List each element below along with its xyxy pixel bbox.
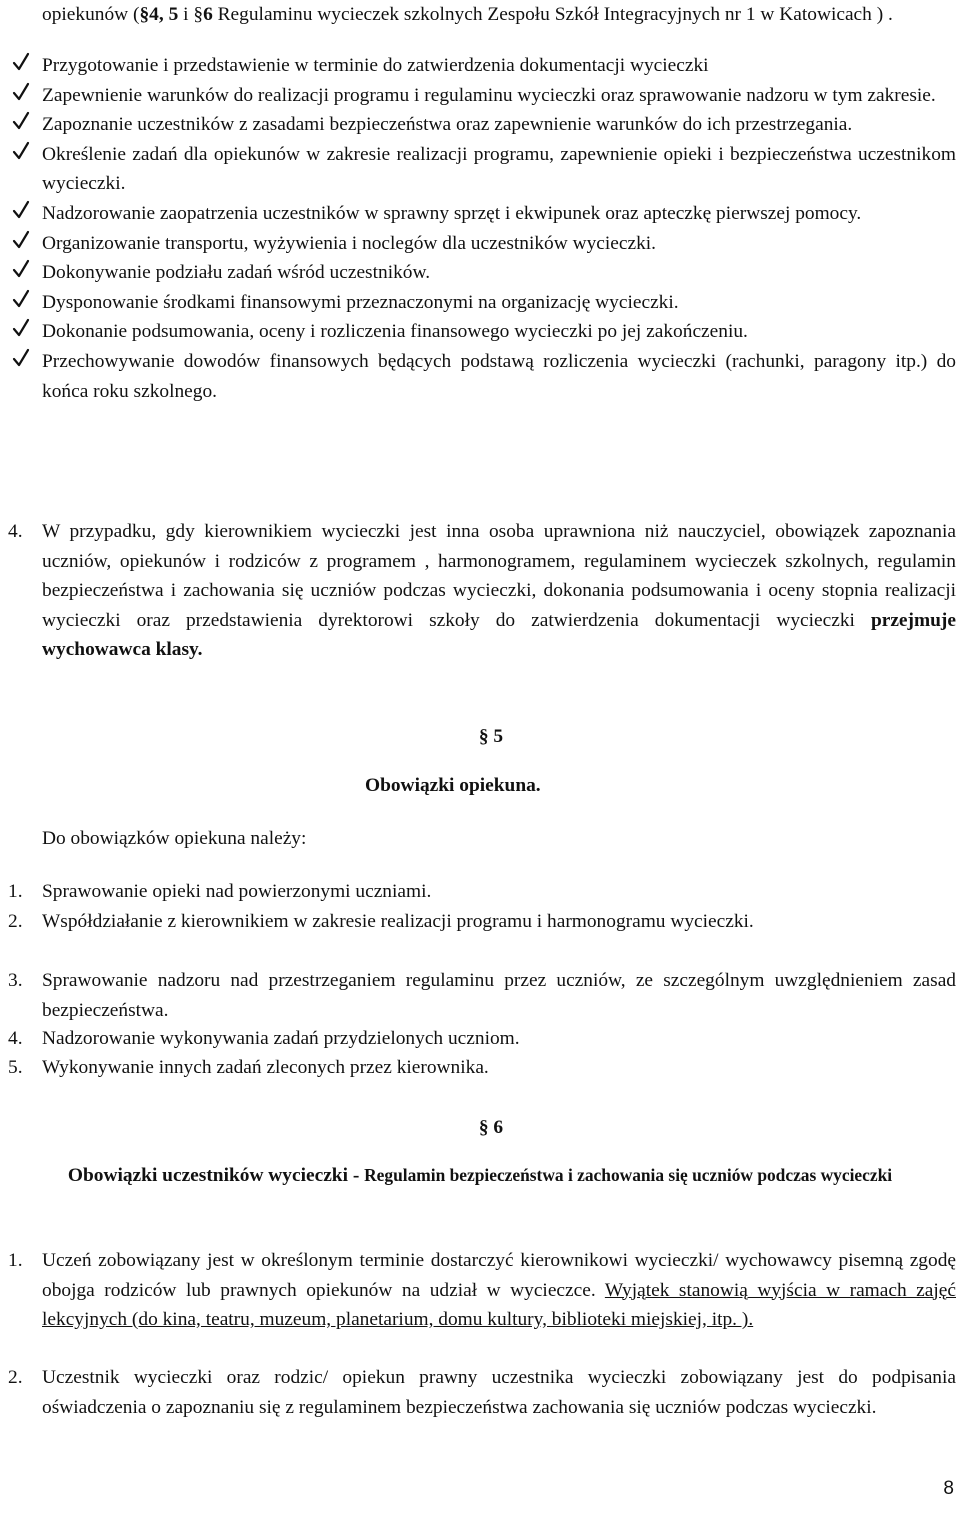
checklist-item (0, 110, 960, 140)
checklist-item-text: Dysponowanie środkami finansowymi przeznaczonymi na organizację wycieczki. (42, 291, 679, 313)
checklist-item-text: Przygotowanie i przedstawienie w terminie do zatwierdzenia dokumentacji wycieczki (42, 55, 709, 76)
item-number: 5. (8, 1057, 23, 1078)
section-5-intro: Do obowiązków opiekuna należy: (42, 828, 307, 849)
item-number: 4. (8, 521, 23, 542)
duty-item (0, 966, 960, 1025)
rule-1-text: Uczeń zobowiązany jest w określonym terminie dostarczyć kierownikowi wycieczki/ wychowawcy pisemną zgodę obojga rodziców lub prawnych opiekunów na udział w wycieczce. (42, 1250, 956, 1301)
item-text (42, 1246, 956, 1335)
checklist-item-text: Zapoznanie uczestników z zasadami bezpieczeństwa oraz zapewnienie warunków do ich przestrzegania. (42, 114, 853, 136)
item-number: 4. (8, 1028, 23, 1049)
item-text: Uczestnik wycieczki oraz rodzic/ opiekun prawny uczestnika wycieczki zobowiązany jest do podpisania oświadczenia o zapoznaniu się z regulaminem bezpieczeństwa zachowania się uczniów podczas wycieczki. (42, 1367, 956, 1418)
item-text: Nadzorowanie wykonywania zadań przydzielonych uczniom. (42, 1028, 520, 1049)
numbered-item-4 (0, 517, 960, 665)
checklist-item-text: Organizowanie transportu, wyżywienia i noclegów dla uczestników wycieczki. (42, 232, 657, 254)
checklist-item (0, 199, 960, 229)
item-4-bold-text: przejmuje wychowawca klasy. (42, 609, 956, 661)
checklist-item-text: Dokonywanie podziału zadań wśród uczestników. (42, 262, 431, 284)
checklist-item (0, 288, 960, 318)
duty-item (0, 1024, 960, 1054)
check-icon (12, 52, 32, 74)
check-icon (12, 289, 32, 311)
checklist-item (0, 229, 960, 259)
item-text: Współdziałanie z kierownikiem w zakresie realizacji programu i harmonogramu wycieczki. (42, 911, 754, 932)
section-6-title-sub: Regulamin bezpieczeństwa i zachowania się uczniów podczas wycieczki (364, 1165, 893, 1185)
item-number: 1. (8, 1250, 23, 1271)
check-icon (12, 318, 32, 340)
item-text: Sprawowanie opieki nad powierzonymi uczniami. (42, 881, 432, 902)
check-icon (12, 348, 32, 370)
item-number: 2. (8, 911, 23, 932)
checklist-item-text: Zapewnienie warunków do realizacji programu i regulaminu wycieczki oraz sprawowanie nadzoru w tym zakresie. (42, 84, 936, 106)
checklist-item (0, 140, 960, 199)
continued-paragraph: opiekunów (§4, 5 i §6 Regulaminu wycieczek szkolnych Zespołu Szkół Integracyjnych nr 1 w Katowicach ) . (42, 4, 893, 25)
check-icon (12, 230, 32, 252)
check-icon (12, 200, 32, 222)
checklist-item-text: Przechowywanie dowodów finansowych będących podstawą rozliczenia wycieczki (rachunki, paragony itp.) do końca roku szkolnego. (42, 350, 956, 402)
continued-text-start: opiekunów ( (42, 4, 140, 25)
item-text (42, 517, 956, 665)
section-ref-6: 6 (203, 4, 213, 25)
checklist-item-text: Dokonanie podsumowania, oceny i rozliczenia finansowego wycieczki po jej zakończeniu. (42, 321, 748, 343)
rule-1-underlined-text: Wyjątek stanowią wyjścia w ramach zajęć lekcyjnych (do kina, teatru, muzeum, planetarium, domu kultury, biblioteki miejskiej, itp. ). (42, 1279, 956, 1331)
duty-item (0, 877, 960, 907)
checklist-item-text: Nadzorowanie zaopatrzenia uczestników w sprawny sprzęt i ekwipunek oraz apteczkę pierwszej pomocy. (42, 202, 862, 224)
duty-item (0, 1053, 960, 1083)
checklist (0, 51, 960, 406)
checklist-item (0, 51, 960, 81)
section-5-heading: § 5 (478, 726, 504, 747)
item-number: 2. (8, 1367, 23, 1388)
checklist-item-text: Określenie zadań dla opiekunów w zakresie realizacji programu, zapewnienie opieki i bezpieczeństwa uczestnikom wycieczki. (42, 143, 956, 195)
item-text: Wykonywanie innych zadań zleconych przez kierownika. (42, 1057, 489, 1078)
check-icon (12, 259, 32, 281)
check-icon (12, 82, 32, 104)
item-number: 1. (8, 881, 23, 902)
section-6-title (0, 1160, 960, 1191)
continued-text-end: Regulaminu wycieczek szkolnych Zespołu Szkół Integracyjnych nr 1 w Katowicach ) . (212, 4, 893, 25)
checklist-item (0, 258, 960, 288)
checklist-item (0, 81, 960, 111)
rule-item (0, 1246, 960, 1335)
section-6-title-main: Obowiązki uczestników wycieczki - (67, 1165, 365, 1186)
section-ref-4: §4, (139, 4, 164, 25)
section-6-heading: § 6 (478, 1117, 504, 1138)
checklist-item (0, 317, 960, 347)
section-5-title: Obowiązki opiekuna. (365, 775, 541, 796)
item-number: 3. (8, 970, 23, 991)
item-4-text: W przypadku, gdy kierownikiem wycieczki jest inna osoba uprawniona niż nauczyciel, obowiązek zapoznania uczniów, opiekunów i rodziców z programem , harmonogramem, regulaminem wycieczek szkolnych, regulamin bezpieczeństwa i zachowania się uczniów podczas wycieczki, dokonania podsumowania i oceny stopnia realizacji wycieczki oraz przedstawienia dyrektorowi szkoły do zatwierdzenia dokumentacji wycieczki (42, 521, 956, 631)
item-text: Sprawowanie nadzoru nad przestrzeganiem regulaminu przez uczniów, ze szczególnym uwzględnieniem zasad bezpieczeństwa. (42, 970, 956, 1021)
check-icon (12, 141, 32, 163)
page-number: 8 (943, 1478, 954, 1499)
check-icon (12, 111, 32, 133)
checklist-item (0, 347, 960, 406)
rule-item (0, 1363, 960, 1422)
duty-item (0, 907, 960, 937)
section-ref-5: 5 (168, 4, 179, 25)
